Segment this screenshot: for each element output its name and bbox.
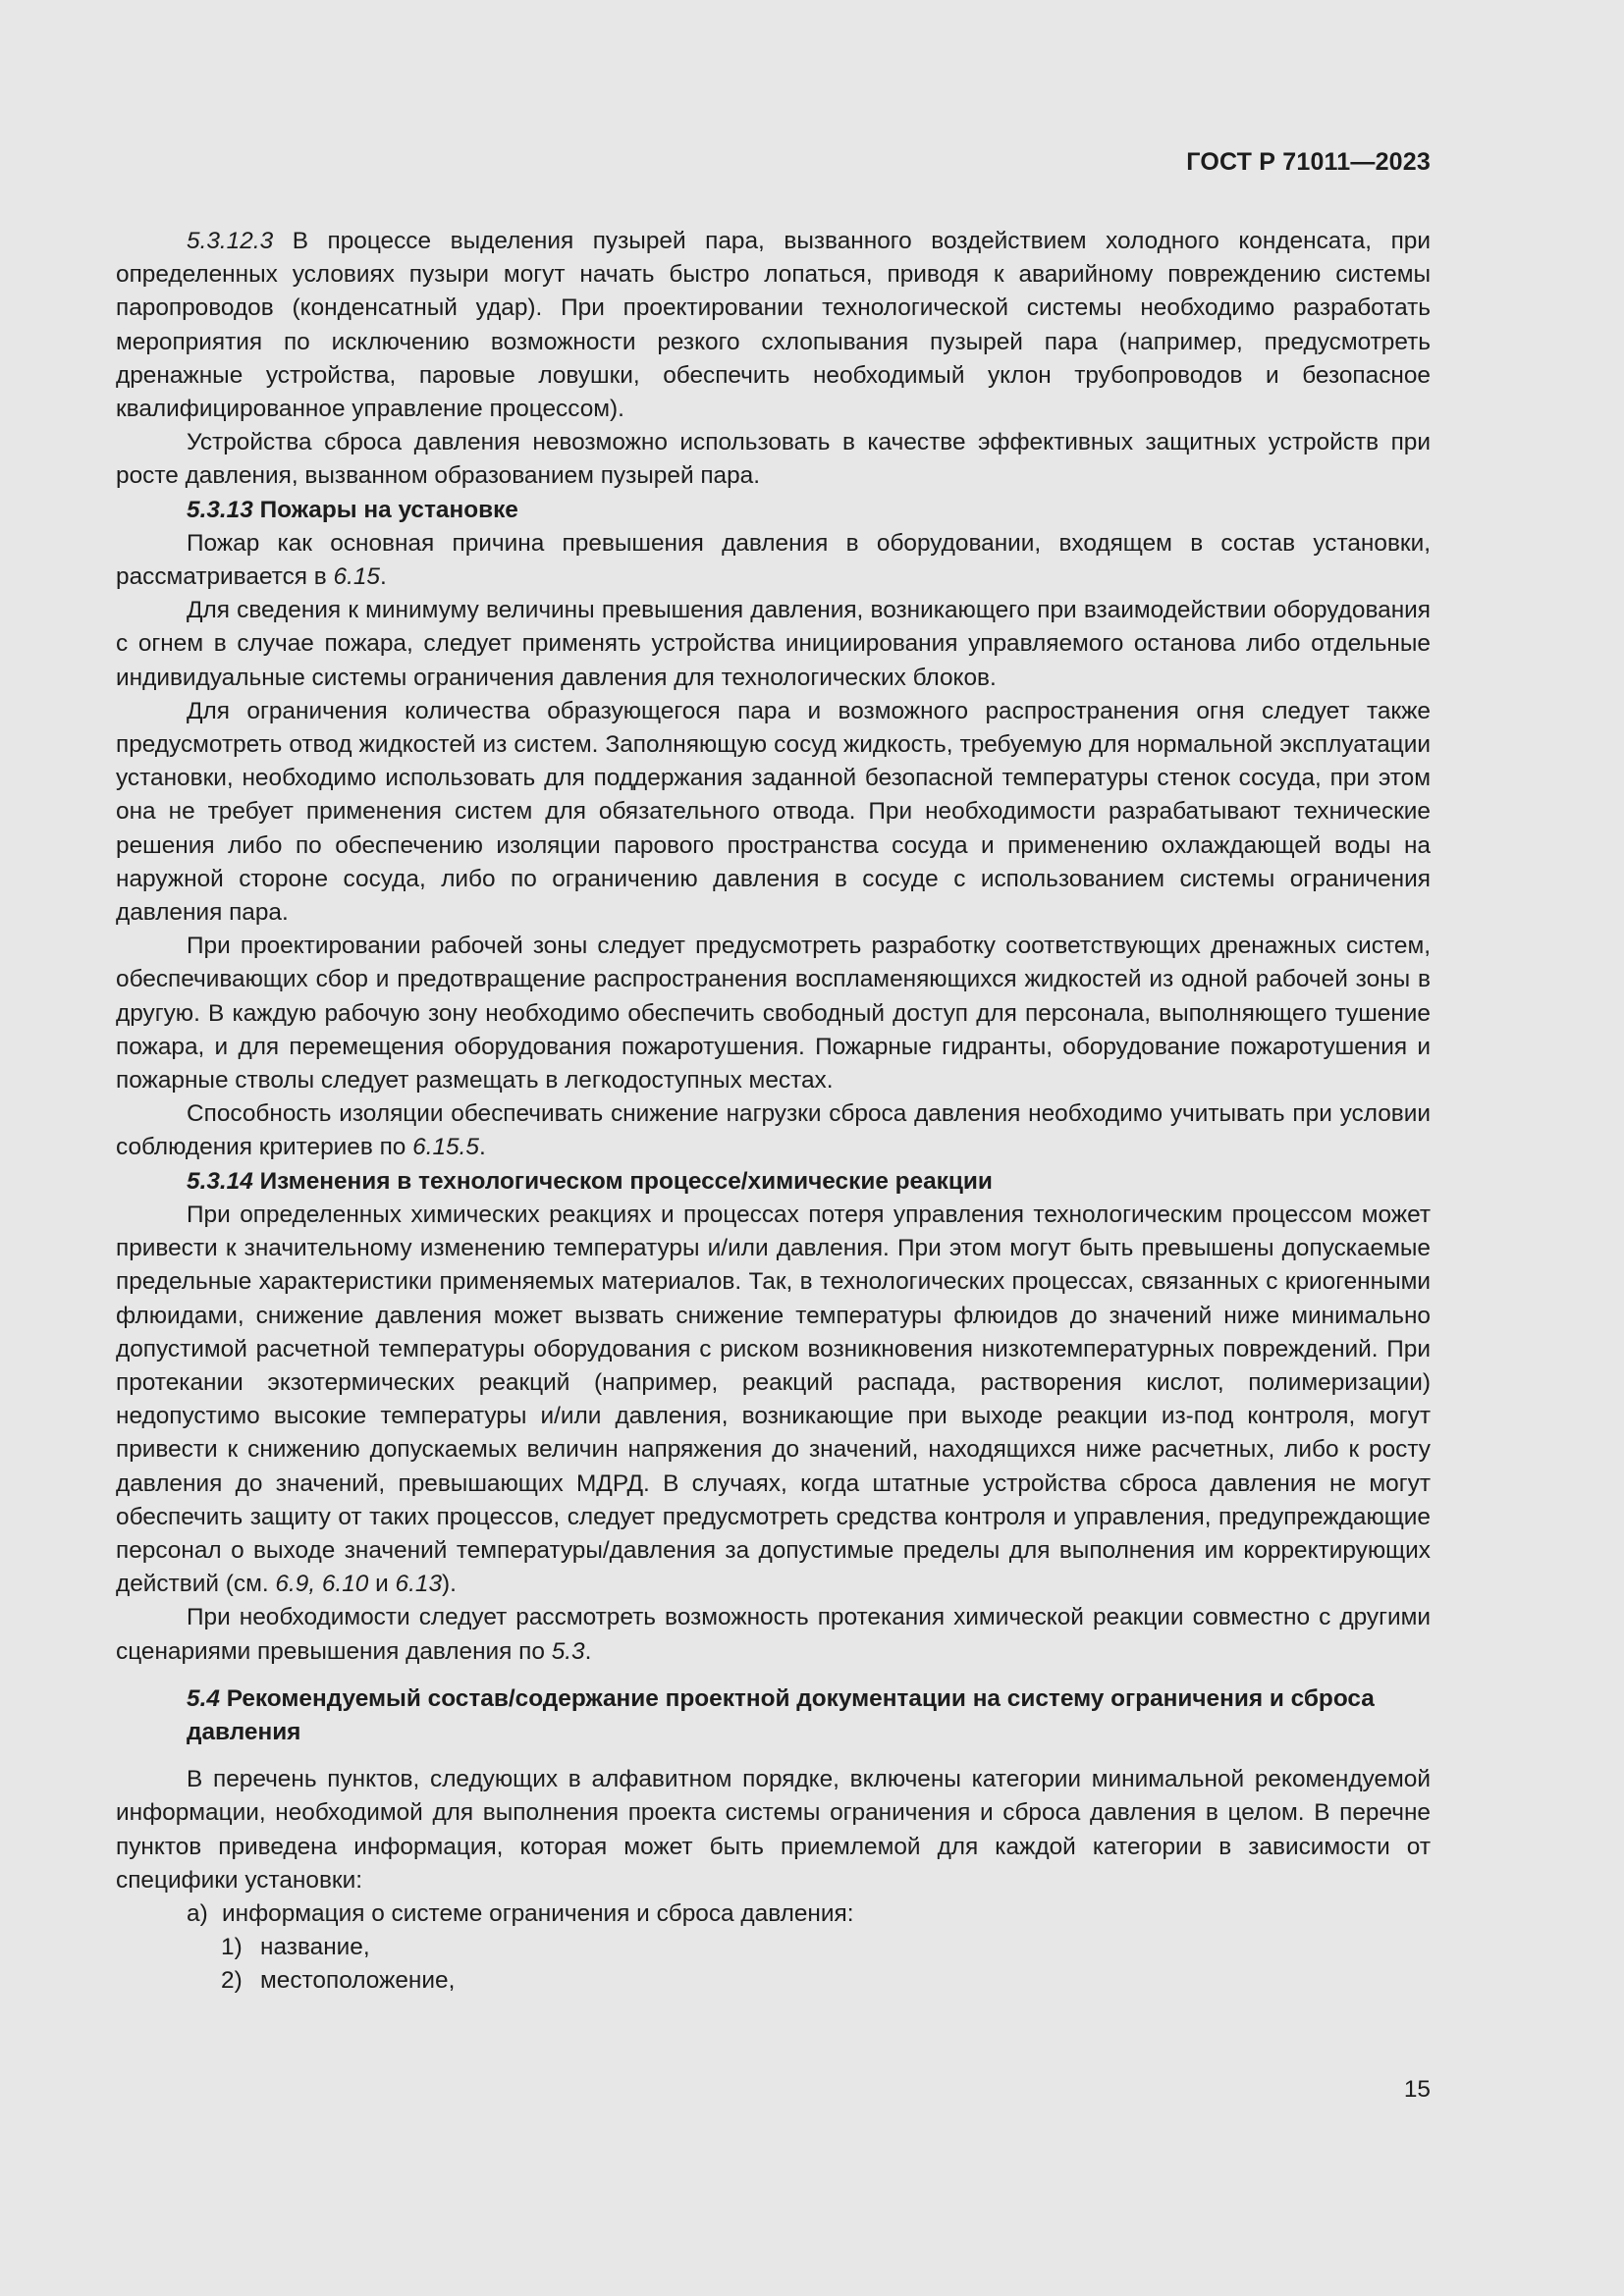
heading-5-3-14 xyxy=(116,1165,1431,1199)
list-text: местоположение, xyxy=(260,1967,456,1995)
list-label: а) xyxy=(187,1899,208,1927)
paragraph-tail: . xyxy=(478,1134,486,1161)
paragraph xyxy=(116,1097,1431,1164)
reference-link: 6.9, 6.10 xyxy=(275,1571,369,1598)
reference-link: 6.15.5 xyxy=(412,1134,479,1161)
paragraph xyxy=(116,1601,1431,1668)
paragraph-tail: . xyxy=(584,1637,592,1665)
document-body xyxy=(116,225,1431,1999)
paragraph: В перечень пунктов, следующих в алфавитном порядке, включены категории минимальной рекомендуемой информации, необходимой для выполнения проекта системы ограничения и сброса давления в целом. В перечне пунктов приведена информация, которая может быть приемлемой для каждой категории в зависимости от специфики установки: xyxy=(116,1766,1431,1894)
clause-number: 5.3.13 xyxy=(187,496,253,523)
document-code-header: ГОСТ Р 71011—2023 xyxy=(1186,148,1431,176)
list-subitem xyxy=(116,1931,1431,1964)
paragraph-text: При определенных химических реакциях и процессах потеря управления технологическим процессом может привести к значительному изменению температуры и/или давления. При этом могут быть превышены допускаемые предельные характеристики применяемых материалов. Так, в технологических процессах, связанных с криогенными флюидами, снижение давления может вызвать снижение температуры флюидов до значений ниже минимально допустимой расчетной температуры оборудования с риском возникновения низкотемпературных повреждений. При протекании экзотермических реакций (например, реакций распада, растворения кислот, полимеризации) недопустимо высокие температуры и/или давления, возникающие при выходе реакции из-под контроля, могут привести к снижению допускаемых величин напряжения до значений, находящихся ниже расчетных, либо к росту давления до значений, превышающих МДРД. В случаях, когда штатные устройства сброса давления не могут обеспечить защиту от таких процессов, следует предусмотреть средства контроля и управления, предупреждающие персонал о выходе значений температуры/давления за допустимые пределы для выполнения им корректирующих действий (см. xyxy=(116,1201,1431,1598)
paragraph: Для сведения к минимуму величины превышения давления, возникающего при взаимодействии оборудования с огнем в случае пожара, следует применять устройства инициирования управляемого останова либо отдельные индивидуальные системы ограничения давления для технологических блоков. xyxy=(116,597,1431,691)
paragraph: Для ограничения количества образующегося пара и возможного распространения огня следует также предусмотреть отвод жидкостей из систем. Заполняющую сосуд жидкость, требуемую для нормальной эксплуатации установки, необходимо использовать для поддержания заданной безопасной температуры стенок сосуда, при этом она не требует применения систем для обязательного отвода. При необходимости разрабатывают технические решения либо по обеспечению изоляции парового пространства сосуда и применению охлаждающей воды на наружной стороне сосуда, либо по ограничению давления в сосуде с использованием системы ограничения давления пара. xyxy=(116,697,1431,927)
paragraph: Устройства сброса давления невозможно использовать в качестве эффективных защитных устройств при росте давления, вызванном образованием пузырей пара. xyxy=(116,429,1431,490)
heading-title: Изменения в технологическом процессе/химические реакции xyxy=(252,1167,993,1195)
clause-number: 5.3.12.3 xyxy=(187,228,274,254)
paragraph-text: В процессе выделения пузырей пара, вызванного воздействием холодного конденсата, при определенных условиях пузыри могут начать быстро лопаться, приводя к аварийному повреждению системы паропроводов (конденсатный удар). При проектировании технологической системы необходимо разработать мероприятия по исключению возможности резкого схлопывания пузырей пара (например, предусмотреть дренажные устройства, паровые ловушки, обеспечить необходимый уклон трубопроводов и безопасное квалифицированное управление процессом). xyxy=(116,228,1431,423)
list-text: информация о системе ограничения и сброса давления: xyxy=(222,1899,854,1927)
paragraph-tail: . xyxy=(379,563,387,591)
clause-number: 5.4 xyxy=(187,1684,220,1712)
paragraph-text: Пожар как основная причина превышения давления в оборудовании, входящем в состав установки, рассматривается в xyxy=(116,529,1431,591)
paragraph-text: При необходимости следует рассмотреть возможность протекания химической реакции совместно с другими сценариями превышения давления по xyxy=(116,1604,1431,1665)
reference-link: 5.3 xyxy=(551,1637,585,1665)
heading-5-3-13 xyxy=(116,494,1431,527)
paragraph-tail: ). xyxy=(442,1571,457,1598)
paragraph-text: Способность изоляции обеспечивать снижение нагрузки сброса давления необходимо учитывать при условии соблюдения критериев по xyxy=(116,1100,1431,1161)
paragraph xyxy=(116,1199,1431,1601)
paragraph-text: и xyxy=(368,1571,396,1598)
heading-title: Пожары на установке xyxy=(252,496,518,523)
paragraph: При проектировании рабочей зоны следует предусмотреть разработку соответствующих дренажных систем, обеспечивающих сбор и предотвращение распространения воспламеняющихся жидкостей из одной рабочей зоны в другую. В каждую рабочую зону необходимо обеспечить свободный доступ для персонала, выполняющего тушение пожара, и для перемещения оборудования пожаротушения. Пожарные гидранты, оборудование пожаротушения и пожарные стволы следует размещать в легкодоступных местах. xyxy=(116,933,1431,1095)
clause-number: 5.3.14 xyxy=(187,1167,253,1195)
paragraph xyxy=(116,527,1431,594)
page-number: 15 xyxy=(1403,2076,1431,2103)
list-subitem xyxy=(116,1964,1431,1998)
paragraph-5-3-12-3 xyxy=(116,225,1431,426)
list-label: 2) xyxy=(221,1967,243,1995)
heading-title: Рекомендуемый состав/содержание проектной документации на систему ограничения и сброса давления xyxy=(187,1684,1375,1745)
list-label: 1) xyxy=(221,1934,243,1961)
reference-link: 6.15 xyxy=(333,563,380,591)
heading-5-4 xyxy=(116,1682,1431,1749)
reference-link: 6.13 xyxy=(395,1571,443,1598)
list-item-a xyxy=(116,1897,1431,1931)
list-text: название, xyxy=(260,1934,370,1961)
